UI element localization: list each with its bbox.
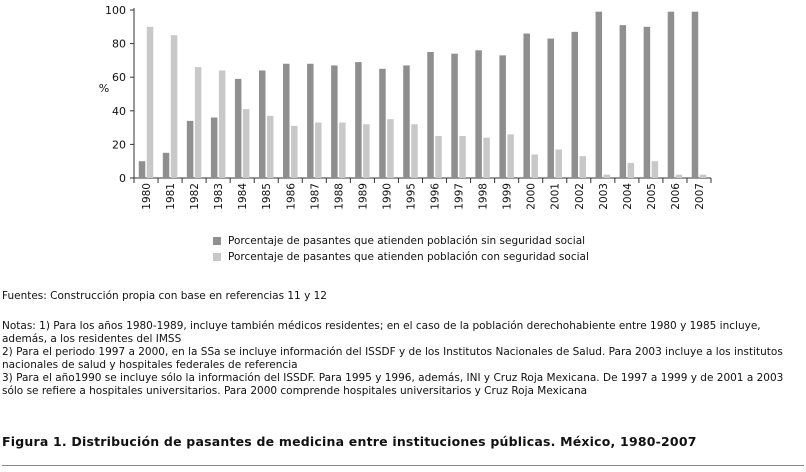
bar-con-seguridad-2001	[555, 149, 562, 178]
bar-con-seguridad-1988	[339, 123, 346, 178]
y-tick-label: 100	[105, 4, 126, 17]
notes-block	[2, 320, 802, 398]
bar-sin-seguridad-1996	[427, 52, 434, 178]
bar-sin-seguridad-2000	[523, 34, 530, 178]
y-tick-label: 0	[119, 172, 126, 185]
legend-item-con-seguridad	[213, 249, 589, 265]
bar-sin-seguridad-1981	[163, 153, 170, 178]
x-tick-label: 1999	[501, 183, 514, 210]
x-tick-label: 1984	[237, 183, 250, 210]
y-axis-label: %	[98, 82, 110, 95]
bar-sin-seguridad-1999	[499, 55, 506, 178]
x-tick-label: 1986	[285, 183, 298, 210]
bar-sin-seguridad-1989	[355, 62, 362, 178]
bar-sin-seguridad-1983	[211, 118, 218, 178]
legend-swatch-con-seguridad	[213, 253, 221, 261]
bar-sin-seguridad-1998	[475, 50, 482, 178]
bar-con-seguridad-2003	[604, 175, 611, 178]
bar-sin-seguridad-1982	[187, 121, 194, 178]
sources-text: Fuentes: Construcción propia con base en referencias 11 y 12	[2, 290, 327, 302]
x-tick-label: 2007	[693, 183, 706, 210]
legend-label-sin-seguridad: Porcentaje de pasantes que atienden población sin seguridad social	[228, 235, 586, 247]
legend-label-con-seguridad: Porcentaje de pasantes que atienden población con seguridad social	[228, 251, 589, 263]
bar-sin-seguridad-2007	[692, 12, 699, 178]
bar-con-seguridad-1984	[243, 109, 250, 178]
x-tick-label: 1997	[453, 183, 466, 210]
bar-con-seguridad-2007	[700, 175, 707, 178]
figure-title: Figura 1. Distribución de pasantes de medicina entre instituciones públicas. México, 1980-2007	[2, 434, 697, 449]
x-tick-label: 1981	[165, 183, 178, 210]
bar-con-seguridad-1998	[483, 138, 490, 178]
bar-con-seguridad-1985	[267, 116, 274, 178]
x-tick-label: 2006	[669, 183, 682, 210]
y-tick-label: 60	[112, 71, 126, 85]
bar-con-seguridad-1999	[507, 134, 514, 178]
y-tick-label: 80	[112, 37, 126, 51]
bar-sin-seguridad-1986	[283, 64, 290, 178]
x-tick-label: 1982	[189, 183, 202, 210]
bar-con-seguridad-2004	[628, 163, 635, 178]
legend-swatch-sin-seguridad	[213, 237, 221, 245]
x-tick-label: 1988	[333, 183, 346, 210]
x-tick-label: 2004	[621, 183, 634, 210]
legend-item-sin-seguridad	[213, 233, 589, 249]
x-tick-label: 1989	[357, 183, 370, 210]
bar-sin-seguridad-1984	[235, 79, 242, 178]
bar-sin-seguridad-2004	[620, 25, 627, 178]
bar-con-seguridad-1983	[219, 70, 226, 178]
x-tick-label: 2001	[549, 183, 562, 210]
note-2: 2) Para el periodo 1997 a 2000, en la SSa se incluye información del ISSDF y de los Institutos Nacionales de Salud. Para 2003 incluye a los institutos nacionales de salud y hospitales federales de referencia	[2, 346, 783, 371]
bar-sin-seguridad-2001	[547, 39, 554, 178]
bar-sin-seguridad-2003	[596, 12, 603, 178]
bar-con-seguridad-1996	[435, 136, 442, 178]
bar-sin-seguridad-2006	[668, 12, 675, 178]
bar-sin-seguridad-1987	[307, 64, 314, 178]
bar-con-seguridad-1989	[363, 124, 370, 178]
bar-con-seguridad-1981	[171, 35, 178, 178]
x-tick-label: 2003	[597, 183, 610, 210]
bar-con-seguridad-1980	[147, 27, 154, 178]
y-tick-label: 20	[112, 138, 126, 152]
note-3: 3) Para el año1990 se incluye sólo la información del ISSDF. Para 1995 y 1996, además, INI y Cruz Roja Mexicana. De 1997 a 1999 y de 2001 a 2003 sólo se refiere a hospitales universitarios. Para 2000 comprende hospitales universitarios y Cruz Roja Mexicana	[2, 372, 784, 397]
bar-con-seguridad-1995	[411, 124, 418, 178]
bar-sin-seguridad-1990	[379, 69, 386, 178]
bar-con-seguridad-1987	[315, 123, 322, 178]
bar-con-seguridad-1986	[291, 126, 298, 178]
bar-sin-seguridad-1995	[403, 65, 410, 178]
chart-legend	[213, 233, 589, 265]
bar-sin-seguridad-1997	[451, 54, 458, 178]
x-tick-label: 2002	[573, 183, 586, 210]
note-1: Notas: 1) Para los años 1980-1989, incluye también médicos residentes; en el caso de la población derechohabiente entre 1980 y 1985 incluye, además, a los residentes del IMSS	[2, 320, 761, 345]
y-tick-label: 40	[112, 104, 126, 118]
bar-sin-seguridad-2005	[644, 27, 651, 178]
bar-con-seguridad-2006	[676, 175, 683, 178]
bar-sin-seguridad-1985	[259, 70, 266, 178]
bottom-rule	[2, 465, 804, 466]
x-tick-label: 1998	[477, 182, 490, 210]
bar-con-seguridad-1990	[387, 119, 394, 178]
bar-sin-seguridad-1988	[331, 65, 338, 178]
x-tick-label: 1985	[261, 183, 274, 210]
bar-con-seguridad-2000	[531, 154, 538, 178]
bar-sin-seguridad-1980	[139, 161, 146, 178]
x-tick-label: 1983	[213, 183, 226, 210]
x-tick-label: 2005	[645, 183, 658, 210]
bar-con-seguridad-2005	[652, 161, 659, 178]
x-tick-label: 2000	[525, 183, 538, 210]
x-tick-label: 1987	[309, 183, 322, 210]
x-tick-label: 1990	[381, 183, 394, 210]
bar-con-seguridad-2002	[580, 156, 587, 178]
bar-sin-seguridad-2002	[572, 32, 579, 178]
bar-con-seguridad-1997	[459, 136, 466, 178]
x-tick-label: 1996	[429, 183, 442, 210]
x-tick-label: 1980	[141, 183, 154, 210]
bar-con-seguridad-1982	[195, 67, 202, 178]
x-tick-label: 1995	[405, 183, 418, 210]
